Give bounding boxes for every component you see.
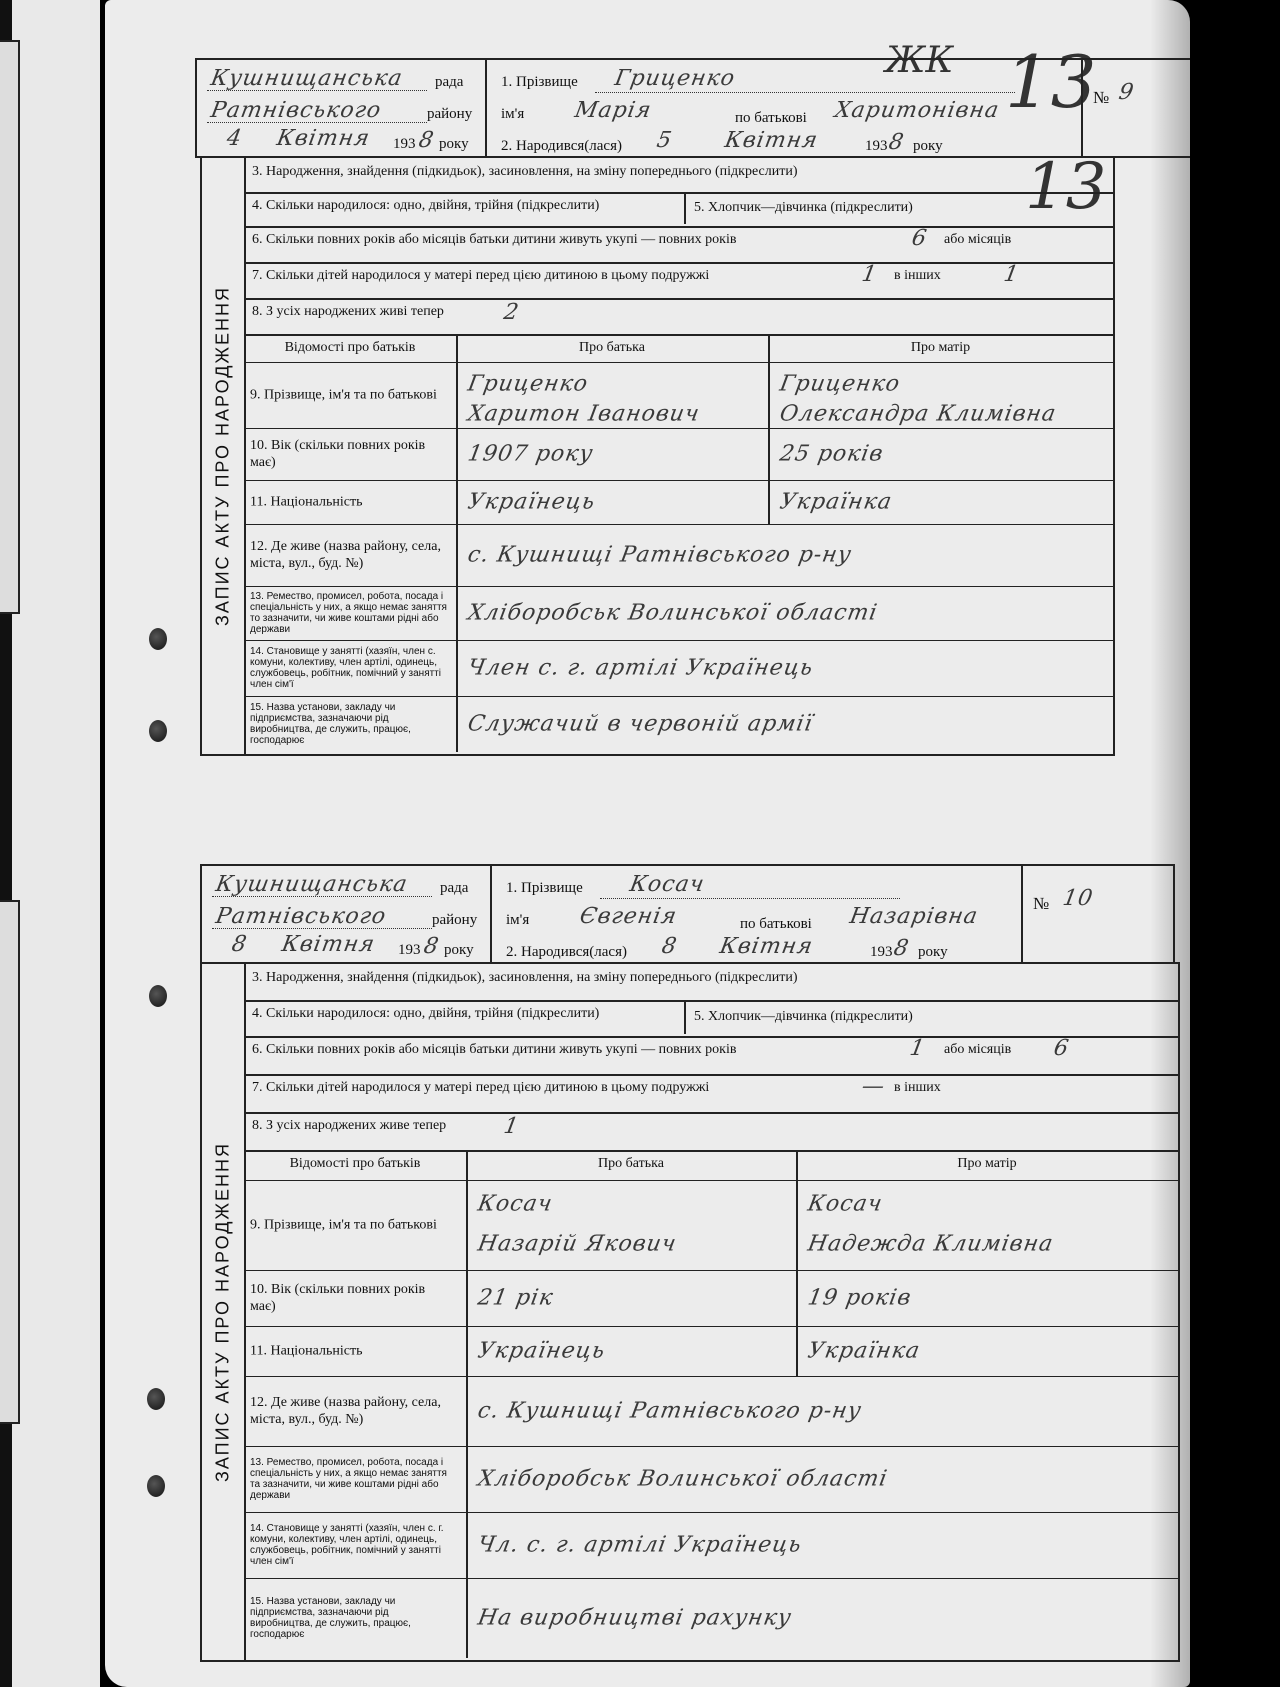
row-6: 6. Скільки повних років або місяців батьки дитини живуть укупі — повних років 6 або місяців (244, 226, 1113, 264)
header-child-block (490, 866, 1020, 962)
name-label: ім'я (501, 106, 525, 122)
col-header-mother: Про матір (957, 1156, 1017, 1171)
born-year-label: року (913, 138, 943, 154)
district-name: Ратнівського (208, 98, 384, 123)
record-body (200, 156, 1115, 756)
margin-mark-number: 13 (1025, 150, 1107, 224)
row-8: 8. З усіх народжених живе тепер 1 (252, 1114, 522, 1139)
child-surname: Гриценко (612, 66, 738, 91)
council-name: Кушнищанська (208, 66, 405, 91)
row-4-5: 4. Скільки народилося: одно, двійня, трійня (підкреслити) 5. Хлопчик—дівчинка (підкреслити) (244, 1000, 1178, 1038)
col-header-mother: Про матір (910, 340, 971, 355)
birth-record-1 (105, 58, 1137, 758)
record-header (195, 58, 1190, 158)
born-year-label: року (918, 944, 948, 960)
row-4-5: 4. Скільки народилося: одно, двійня, трійня (підкреслити) 5. Хлопчик—дівчинка (підкреслити) (244, 192, 1113, 228)
child-name: Євгенія (577, 904, 680, 929)
col-header-label: Відомості про батьків (284, 340, 416, 355)
table-row: 14. Становище у занятті (хазяїн, член с. г. комуни, колективу, член артілі, одинець, службовець, робітник, помічний у занятті член сім'ї Чл. с. г. артілі Українець (244, 1512, 1178, 1579)
col-header-father: Про батька (579, 340, 645, 355)
birth-record-2 (105, 864, 1105, 1664)
side-title: ЗАПИС АКТУ ПРО НАРОДЖЕННЯ (202, 964, 246, 1660)
table-row: 10. Вік (скільки повних років має) 21 рік 19 років (244, 1270, 1178, 1327)
table-row: 14. Становище у занятті (хазяїн, член с. комуни, колективу, член артілі, одинець, службовець, робітник, помічний у занятті член сім'ї Член с. г. артілі Українець (244, 640, 1113, 697)
patronymic-label: по батькові (740, 916, 812, 932)
header-council-block (197, 60, 487, 156)
born-label: 2. Народився(лася) (506, 944, 627, 960)
col-header-label: Відомості про батьків (289, 1156, 421, 1171)
registration-day: 8 (229, 932, 250, 957)
table-row: 13. Ремество, промисел, робота, посада і спеціальність у них, а якщо немає заняття та зазначити, чи живе коштами рідні або держави Хліборобськ Волинської області (244, 1446, 1178, 1513)
row-8: 8. З усіх народжених живі тепер 2 (252, 300, 522, 325)
born-month: Квітня (722, 128, 821, 153)
surname-label: 1. Прізвище (506, 880, 583, 896)
child-name: Марія (572, 98, 654, 123)
born-month: Квітня (717, 934, 816, 959)
table-row: 10. Вік (скільки повних років має) 1907 року 25 років (244, 428, 1113, 481)
row-3: 3. Народження, знайдення (підкидьок), засиновлення, на зміну попереднього (підкреслити) (244, 158, 1113, 194)
number-label: № (1093, 88, 1110, 107)
year-digit: 8 (421, 934, 442, 959)
col-header-father: Про батька (598, 1156, 664, 1171)
parents-table (244, 334, 1113, 756)
row-6: 6. Скільки повних років або місяців батьки дитини живуть укупі — повних років 1 або місяців 6 (244, 1036, 1178, 1076)
born-year-prefix: 193 (870, 944, 893, 960)
year-prefix: 193 (398, 942, 421, 958)
child-patronymic: Назарівна (847, 904, 981, 929)
record-header (200, 864, 1175, 964)
year-label: року (444, 942, 474, 958)
left-page-table-fragment (0, 40, 20, 614)
rada-label: рада (440, 880, 469, 896)
born-year-digit: 8 (891, 936, 912, 961)
registration-month: Квітня (274, 126, 373, 151)
parents-table (244, 1150, 1178, 1662)
child-patronymic: Харитонівна (832, 98, 1002, 123)
table-row: 12. Де живе (назва району, села, міста, вул., буд. №) с. Кушнищі Ратнівського р-ну (244, 524, 1113, 587)
district-name: Ратнівського (213, 904, 389, 929)
margin-stamp-initials: ЖК (885, 40, 954, 81)
row-7: 7. Скільки дітей народилося у матері перед цією дитиною в цьому подружжі — в інших (244, 1074, 1178, 1114)
table-row: 12. Де живе (назва району, села, міста, вул., буд. №) с. Кушнищі Ратнівського р-ну (244, 1376, 1178, 1447)
record-body (200, 962, 1180, 1662)
header-council-block (202, 866, 492, 962)
table-row: 13. Ремество, промисел, робота, посада і спеціальність у них, а якщо немає заняття то зазначити, чи живе коштами рідні або держави Хліборобськ Волинської області (244, 586, 1113, 641)
header-child-block (485, 60, 1023, 156)
born-year-prefix: 193 (865, 138, 888, 154)
side-title: ЗАПИС АКТУ ПРО НАРОДЖЕННЯ (202, 158, 246, 754)
table-row: 15. Назва установи, закладу чи підприємства, зазначаючи рід виробництва, де служить, працює, господарює На виробництві рахунку (244, 1578, 1178, 1658)
born-label: 2. Народився(лася) (501, 138, 622, 154)
year-prefix: 193 (393, 136, 416, 152)
header-number-block (1081, 60, 1190, 156)
table-header-row (244, 1152, 1178, 1181)
document-page (105, 0, 1190, 1687)
born-day: 5 (654, 128, 675, 153)
year-label: року (439, 136, 469, 152)
born-day: 8 (659, 934, 680, 959)
rayon-label: району (427, 106, 473, 122)
registration-day: 4 (224, 126, 245, 151)
surname-label: 1. Прізвище (501, 74, 578, 90)
left-page-edge (0, 0, 100, 1687)
born-year-digit: 8 (886, 130, 907, 155)
table-row: 11. Національність Українець Українка (244, 1326, 1178, 1377)
record-number: 10 (1060, 886, 1096, 911)
registration-month: Квітня (279, 932, 378, 957)
rayon-label: району (432, 912, 478, 928)
table-row: 9. Прізвище, ім'я та по батькові Гриценко Харитон Іванович Гриценко Олександра Климівна (244, 362, 1113, 429)
table-header-row (244, 336, 1113, 363)
table-row: 15. Назва установи, закладу чи підприємства, зазначаючи рід виробництва, де служить, працює, господарює Служачий в червоній армії (244, 696, 1113, 752)
table-row: 9. Прізвище, ім'я та по батькові Косач Назарій Якович Косач Надежда Климівна (244, 1180, 1178, 1271)
table-row: 11. Національність Українець Українка (244, 480, 1113, 525)
row-3: 3. Народження, знайдення (підкидьок), засиновлення, на зміну попереднього (підкреслити) (244, 964, 1178, 1002)
council-name: Кушнищанська (213, 872, 410, 897)
year-digit: 8 (416, 128, 437, 153)
row-7: 7. Скільки дітей народилося у матері перед цією дитиною в цьому подружжі 1 в інших 1 (244, 262, 1113, 300)
record-number: 9 (1116, 80, 1137, 105)
header-number-block (1021, 866, 1173, 962)
name-label: ім'я (506, 912, 530, 928)
rada-label: рада (435, 74, 464, 90)
child-surname: Косач (627, 872, 707, 897)
patronymic-label: по батькові (735, 110, 807, 126)
left-page-table-fragment (0, 900, 20, 1424)
number-label: № (1033, 894, 1050, 913)
margin-mark-number: 13 (1005, 40, 1097, 124)
